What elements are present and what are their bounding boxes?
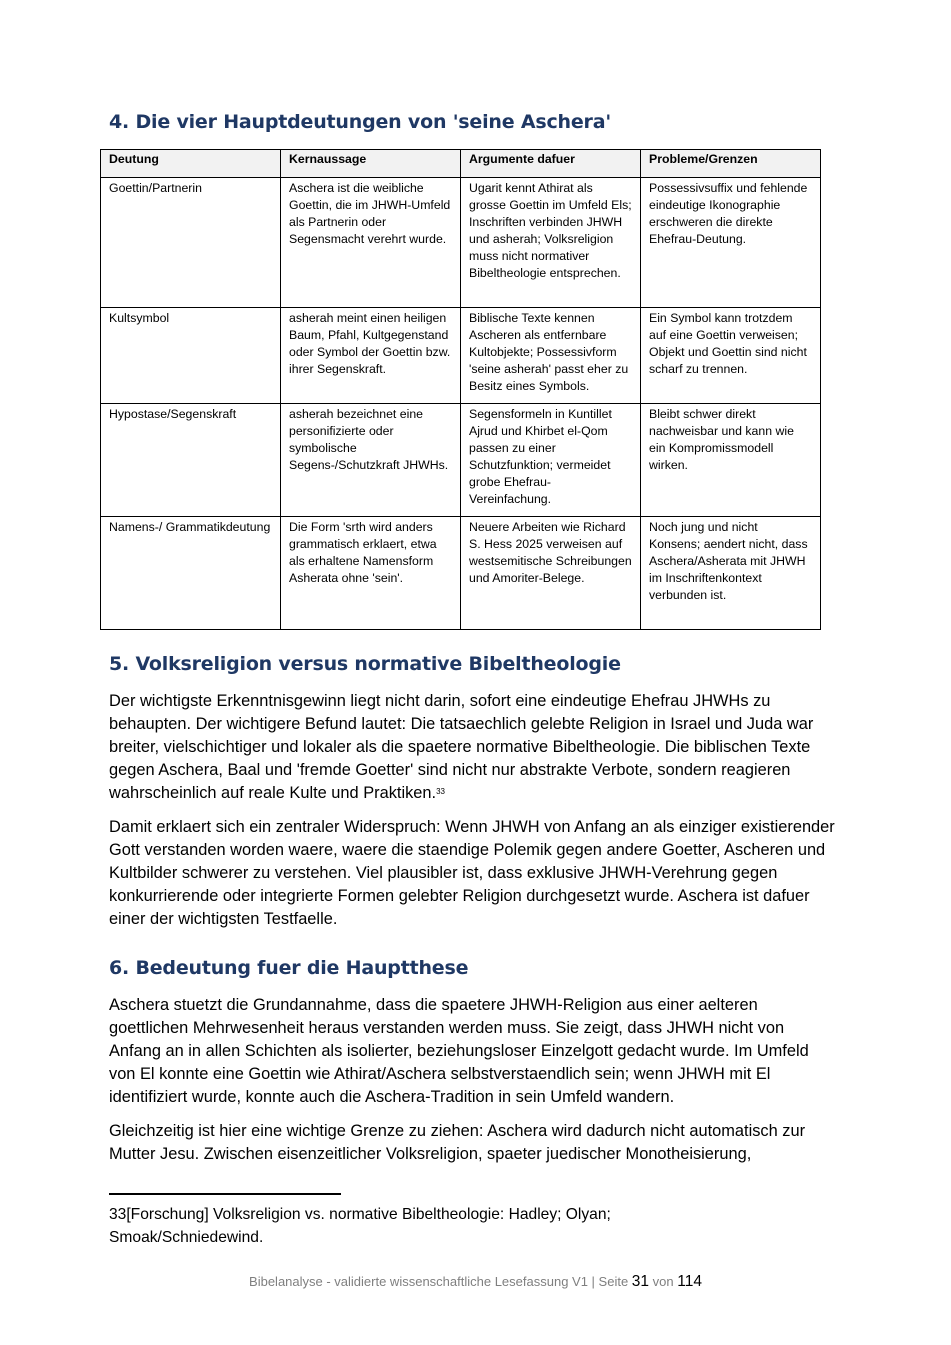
table-cell: Neuere Arbeiten wie Richard S. Hess 2025 verweisen auf westsemitische Schreibungen und Amoriter-Belege. — [461, 517, 641, 630]
paragraph-text: Der wichtigste Erkenntnisgewinn liegt nicht darin, sofort eine eindeutige Ehefrau JHWHs zu behaupten. Der wichtigere Befund lautet: Die tatsaechlich gelebte Religion in Israel und Juda war breiter, vielschichtiger und lokaler als die spaetere normative Bibeltheologie. Die biblischen Texte gegen Aschera, Baal und 'fremde Goetter' sind nicht nur abstrakte Verbote, sondern reagieren wahrscheinlich auf reale Kulte und Praktiken. — [109, 692, 814, 802]
table-cell: Bleibt schwer direkt nachweisbar und kann wie ein Kompromissmodell wirken. — [641, 404, 821, 517]
footnote-33: 33[Forschung] Volksreligion vs. normative Bibeltheologie: Hadley; Olyan; Smoak/Schniedewind. — [109, 1206, 611, 1246]
table-header-row — [101, 150, 821, 178]
table-row — [101, 517, 821, 630]
interpretations-table — [100, 149, 821, 630]
page-total: 114 — [677, 1273, 702, 1290]
footnote-separator — [109, 1193, 341, 1195]
table-cell: Kultsymbol — [101, 308, 281, 404]
table-cell: Biblische Texte kennen Ascheren als entfernbare Kultobjekte; Possessivform 'seine asherah' passt eher zu Besitz eines Symbols. — [461, 308, 641, 404]
footer-von: von — [649, 1274, 678, 1289]
footer-text: Bibelanalyse - validierte wissenschaftliche Lesefassung V1 | Seite — [249, 1274, 632, 1289]
header-deutung: Deutung — [101, 150, 281, 178]
table-row — [101, 404, 821, 517]
table-cell: Aschera ist die weibliche Goettin, die im JHWH-Umfeld als Partnerin oder Segensmacht verehrt wurde. — [281, 178, 461, 308]
table-cell: Possessivsuffix und fehlende eindeutige Ikonographie erschweren die direkte Ehefrau-Deutung. — [641, 178, 821, 308]
table-cell: Noch jung und nicht Konsens; aendert nicht, dass Aschera/Asherata mit JHWH im Inschriftenkontext verbunden ist. — [641, 517, 821, 630]
footnote-reference[interactable]: 33 — [436, 787, 445, 796]
section-4-heading: 4. Die vier Hauptdeutungen von 'seine Aschera' — [109, 111, 611, 133]
table-row — [101, 178, 821, 308]
table-cell: Hypostase/Segenskraft — [101, 404, 281, 517]
section-6-paragraph-1: Aschera stuetzt die Grundannahme, dass die spaetere JHWH-Religion aus einer aelteren goettlichen Mehrwesenheit heraus verstanden werden muss. Sie zeigt, dass JHWH nicht von Anfang an in allen Schichten als isolierter, beziehungsloser Einzelgott gedacht wurde. Im Umfeld von El konnte eine Goettin wie Athirat/Aschera selbstverstaendlich sein; wenn JHWH mit El identifiziert wurde, konnte auch die Aschera-Tradition in sein Umfeld wandern. — [109, 996, 809, 1106]
table-cell: Namens-/ Grammatikdeutung — [101, 517, 281, 630]
table-cell: asherah meint einen heiligen Baum, Pfahl, Kultgegenstand oder Symbol der Goettin bzw. ihrer Segenskraft. — [281, 308, 461, 404]
table-cell: asherah bezeichnet eine personifizierte oder symbolische Segens-/Schutzkraft JHWHs. — [281, 404, 461, 517]
header-argumente: Argumente dafuer — [461, 150, 641, 178]
page-number: 31 — [631, 1273, 650, 1290]
table-cell: Goettin/Partnerin — [101, 178, 281, 308]
table-cell: Ugarit kennt Athirat als grosse Goettin im Umfeld Els; Inschriften verbinden JHWH und asherah; Volksreligion muss nicht normativer Bibeltheologie entsprechen. — [461, 178, 641, 308]
page-footer — [0, 1273, 951, 1291]
table-row — [101, 308, 821, 404]
section-5-paragraph-2: Damit erklaert sich ein zentraler Widerspruch: Wenn JHWH von Anfang an als einziger existierender Gott verstanden worden waere, waere die staendige Polemik gegen andere Goetter, Ascheren und Kultbilder schwerer zu verstehen. Viel plausibler ist, dass exklusive JHWH-Verehrung gegen konkurrierende oder integrierte Formen gelebter Religion durchgesetzt wurde. Aschera ist dafuer einer der wichtigsten Testfaelle. — [109, 818, 835, 928]
table-cell: Die Form 'srth wird anders grammatisch erklaert, etwa als erhaltene Namensform Asherata ohne 'sein'. — [281, 517, 461, 630]
header-kernaussage: Kernaussage — [281, 150, 461, 178]
section-6-paragraph-2: Gleichzeitig ist hier eine wichtige Grenze zu ziehen: Aschera wird dadurch nicht automatisch zur Mutter Jesu. Zwischen eisenzeitlicher Volksreligion, spaeter juedischer Monotheisierung, — [109, 1122, 806, 1163]
table-cell: Ein Symbol kann trotzdem auf eine Goettin verweisen; Objekt und Goettin sind nicht scharf zu trennen. — [641, 308, 821, 404]
section-6-heading: 6. Bedeutung fuer die Hauptthese — [109, 957, 469, 979]
section-5-paragraph-1 — [109, 690, 839, 805]
header-probleme: Probleme/Grenzen — [641, 150, 821, 178]
table-cell: Segensformeln in Kuntillet Ajrud und Khirbet el-Qom passen zu einer Schutzfunktion; vermeidet grobe Ehefrau-Vereinfachung. — [461, 404, 641, 517]
section-5-heading: 5. Volksreligion versus normative Bibeltheologie — [109, 653, 621, 675]
